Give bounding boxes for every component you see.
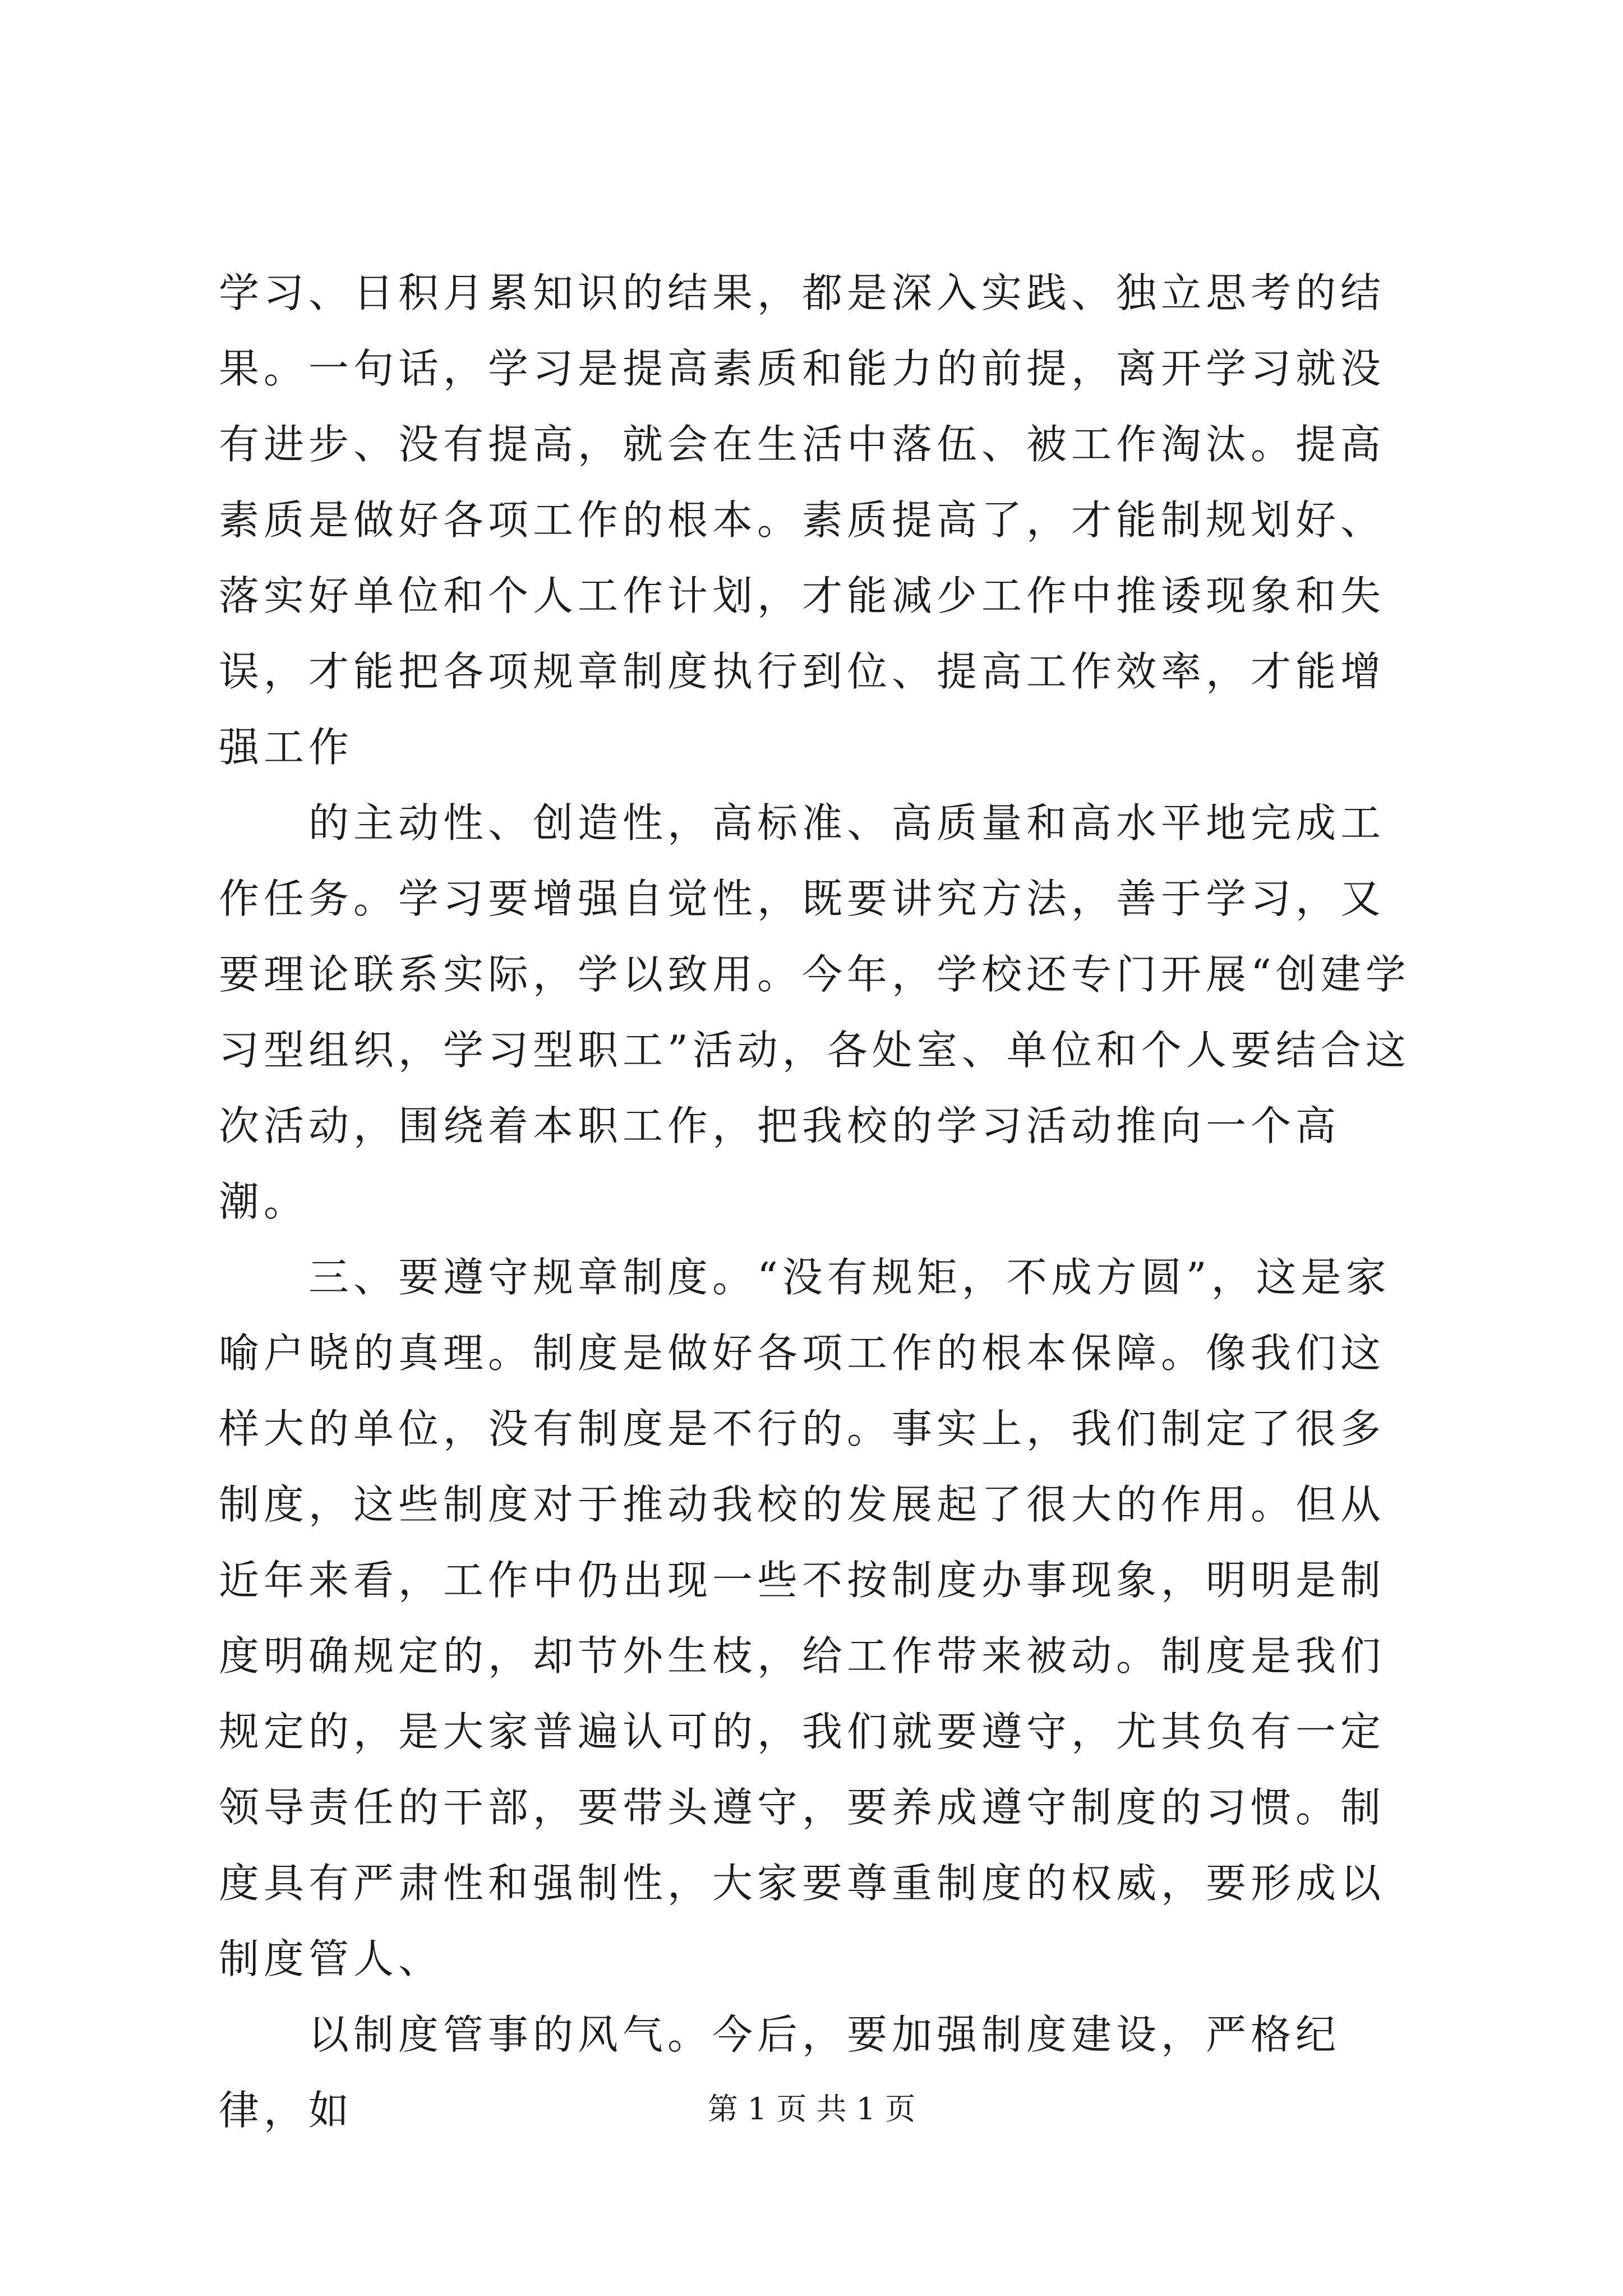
paragraph-4: 以制度管事的风气。今后，要加强制度建设，严格纪律，如	[219, 2011, 1341, 2134]
paragraph-1: 学习、日积月累知识的结果，都是深入实践、独立思考的结果。一句话，学习是提高素质和能力的前提，离开学习就没有进步、没有提高，就会在生活中落伍、被工作淘汰。提高素质是做好各项工作的根本。素质提高了，才能制规划好、落实好单位和个人工作计划，才能减少工作中推诿现象和失误，才能把各项规章制度执行到位、提高工作效率，才能增强工作	[219, 269, 1386, 771]
paragraph-3: 三、要遵守规章制度。“没有规矩，不成方圆”，这是家喻户晓的真理。制度是做好各项工作的根本保障。像我们这样大的单位，没有制度是不行的。事实上，我们制定了很多制度，这些制度对于推动我校的发展起了很大的作用。但从近年来看，工作中仍出现一些不按制度办事现象，明明是制度明确规定的，却节外生枝，给工作带来被动。制度是我们规定的，是大家普遍认可的，我们就要遵守，尤其负有一定领导责任的干部，要带头遵守，要养成遵守制度的习惯。制度具有严肃性和强制性，大家要尊重制度的权威，要形成以制度管人、	[219, 1254, 1391, 1982]
paragraph-2: 的主动性、创造性，高标准、高质量和高水平地完成工作任务。学习要增强自觉性，既要讲究方法，善于学习，又要理论联系实际，学以致用。今年，学校还专门开展“创建学习型组织，学习型职工”活动，各处室、单位和个人要结合这次活动，围绕着本职工作，把我校的学习活动推向一个高潮。	[219, 799, 1410, 1225]
page-number-footer: 第 1 页 共 1 页	[707, 2091, 916, 2127]
body-text	[219, 255, 1419, 2148]
